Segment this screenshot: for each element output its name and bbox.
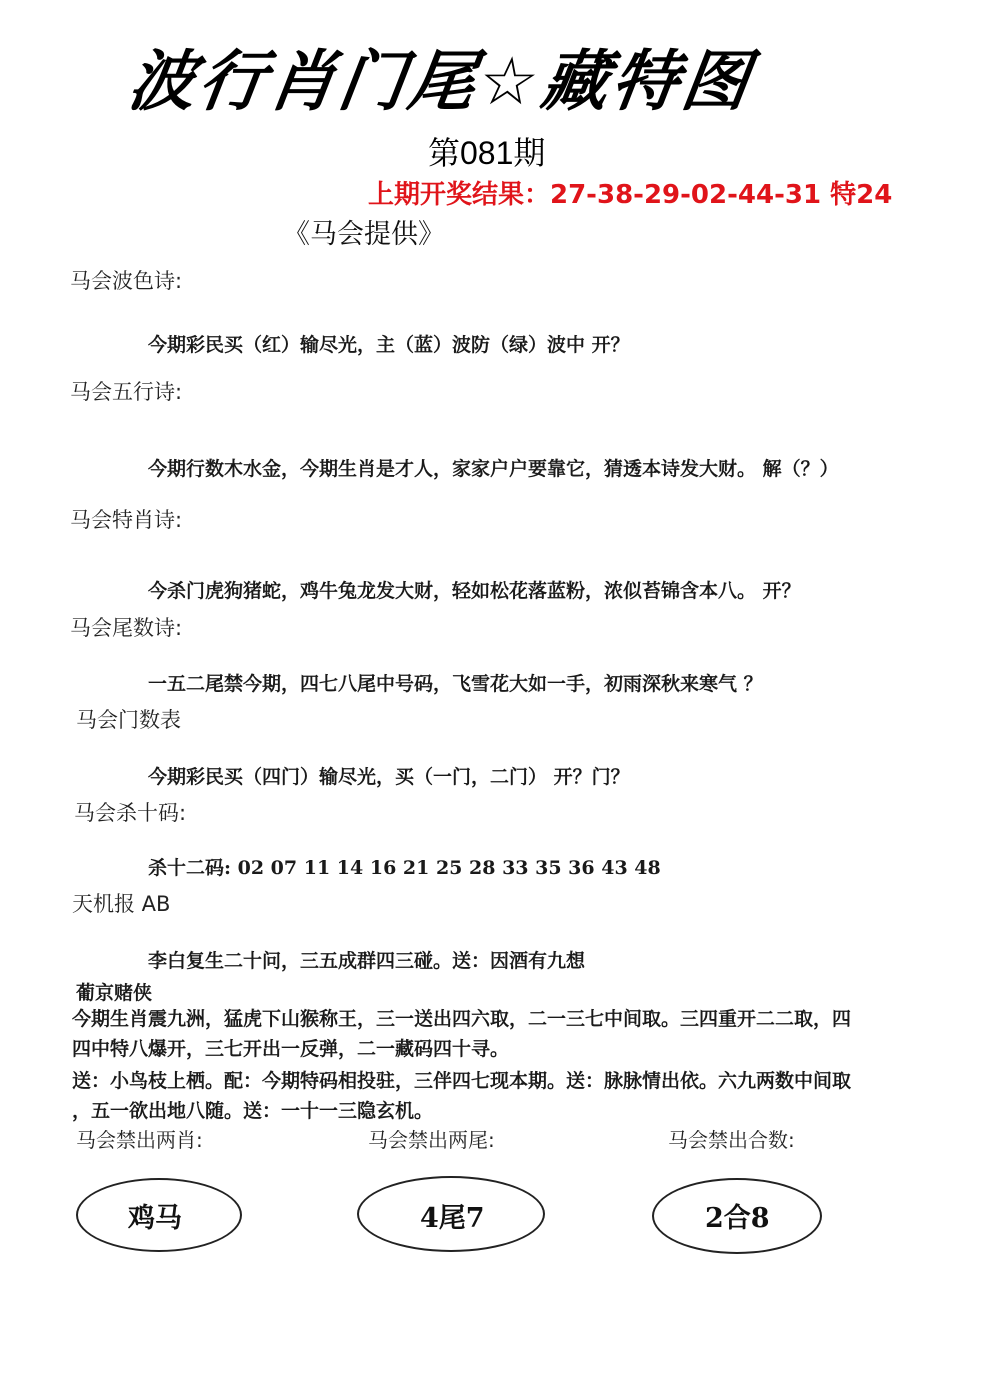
source-note: 《马会提供》	[283, 219, 445, 250]
section-label-door-number: 马会门数表	[76, 708, 181, 732]
banned-zodiac-value: 鸡马	[128, 1203, 182, 1234]
section-label-special-zodiac: 马会特肖诗:	[70, 508, 183, 532]
last-result: 上期开奖结果：27-38-29-02-44-31 特24	[368, 180, 893, 210]
gambler-line-2: 四中特八爆开，三七开出一反弹，二一藏码四十寻。	[72, 1038, 510, 1060]
banned-sum-value: 2合8	[705, 1203, 770, 1234]
gambler-label: 葡京赌侠	[76, 982, 153, 1004]
section-label-tail-number: 马会尾数诗:	[70, 616, 183, 640]
issue-number: 第081期	[428, 135, 546, 171]
page-title: 波行肖门尾☆藏特图	[123, 43, 758, 120]
section-text-wave-color: 今期彩民买（红）输尽光，主（蓝）波防（绿）波中 开？	[148, 334, 630, 356]
section-label-wave-color: 马会波色诗:	[70, 269, 183, 293]
gambler-line-4: ，五一欲出地八随。送：一十一三隐玄机。	[72, 1100, 434, 1122]
gambler-line-3: 送：小鸟枝上栖。配：今期特码相投驻，三伴四七现本期。送：脉脉情出依。六九两数中间取	[72, 1070, 852, 1092]
section-label-tianji: 天机报 AB	[72, 892, 171, 916]
section-text-special-zodiac: 今杀门虎狗猪蛇，鸡牛兔龙发大财，轻如松花落蓝粉，浓似苔锦含本八。 开？	[148, 580, 801, 602]
section-text-kill-numbers: 杀十二码: 02 07 11 14 16 21 25 28 33 35 36 43 48	[148, 857, 661, 879]
section-text-door-number: 今期彩民买（四门）输尽光，买（一门，二门） 开？门？	[148, 766, 630, 788]
section-label-kill-numbers: 马会杀十码:	[74, 801, 187, 825]
banned-zodiac-label: 马会禁出两肖:	[76, 1128, 203, 1152]
banned-tail-value: 4尾7	[420, 1203, 485, 1234]
banned-tail-label: 马会禁出两尾:	[368, 1128, 495, 1152]
gambler-line-1: 今期生肖震九洲，猛虎下山猴称王，三一送出四六取，二一三七中间取。三四重开二二取，四	[72, 1008, 852, 1030]
section-text-five-elements: 今期行数木水金，今期生肖是才人，家家户户要靠它，猜透本诗发大财。 解（？）	[148, 458, 839, 480]
section-text-tianji: 李白复生二十问，三五成群四三碰。送：因酒有九想	[148, 950, 586, 972]
section-text-tail-number: 一五二尾禁今期，四七八尾中号码，飞雪花大如一手，初雨深秋来寒气 ？	[148, 673, 763, 695]
banned-sum-label: 马会禁出合数:	[668, 1128, 795, 1152]
section-label-five-elements: 马会五行诗:	[70, 380, 183, 404]
